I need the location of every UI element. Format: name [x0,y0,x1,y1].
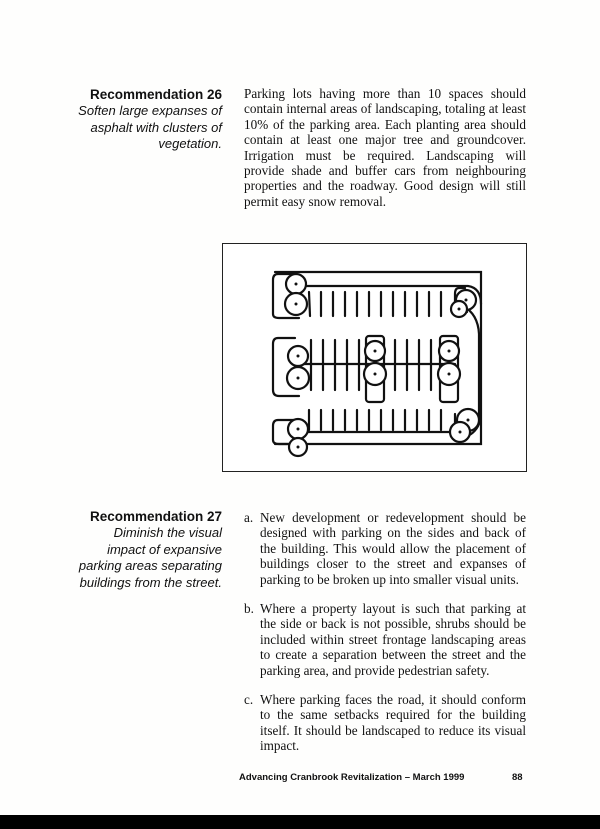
recommendation-subtitle-line: Diminish the visual [113,525,222,540]
recommendation-subtitle-line: parking areas separating [78,558,222,573]
list-item-text: Where parking faces the road, it should conform to the same setbacks required for the building itself. It should be landscaped to reduce its visual impact. [260,692,526,754]
recommendation-27-list [244,510,526,768]
list-item [244,601,526,678]
scan-edge-bar [0,815,600,829]
bottom-row-stalls [309,410,441,430]
list-item [244,510,526,587]
recommendation-subtitle-line: impact of expansive [107,541,222,557]
parking-lot-plan-illustration [223,244,526,471]
recommendation-26-body: Parking lots having more than 10 spaces should contain internal areas of landscaping, totaling at least 10% of the parking area. Each planting area should contain at least one major tree and groundcover. Irrigation must be required. Landscaping will provide shade and buffer cars from neighbouring properties and the roadway. Good design will still permit easy snow removal. [244,86,526,209]
list-item-text: Where a property layout is such that parking at the side or back is not possible, shrubs should be included within street frontage landscaping areas to create a separation between the street and the parking area, and provide pedestrian safety. [260,601,526,678]
footer-title: Advancing Cranbrook Revitalization – March 1999 [239,772,465,783]
page-number: 88 [512,772,523,783]
recommendation-title: Recommendation 26 [89,87,222,102]
recommendation-subtitle-line: buildings from the street. [79,574,222,590]
recommendation-26-heading [78,86,222,153]
recommendation-subtitle-line: asphalt with clusters of [90,119,222,135]
recommendation-title: Recommendation 27 [89,509,222,524]
list-marker: c. [244,692,254,708]
top-row-stalls [309,292,441,316]
recommendation-subtitle-line: Soften large expanses of [78,103,222,118]
recommendation-27-heading [79,508,222,591]
list-item [244,692,526,754]
list-item-text: New development or redevelopment should be designed with parking on the sides and back of the building. This would allow the placement of buildings closer to the street and expanses of parking to be broken up into smaller visual units. [260,510,526,587]
list-marker: a. [244,510,254,525]
recommendation-subtitle-line: vegetation. [158,136,222,151]
parking-lot-figure [222,243,527,472]
list-marker: b. [244,601,254,617]
